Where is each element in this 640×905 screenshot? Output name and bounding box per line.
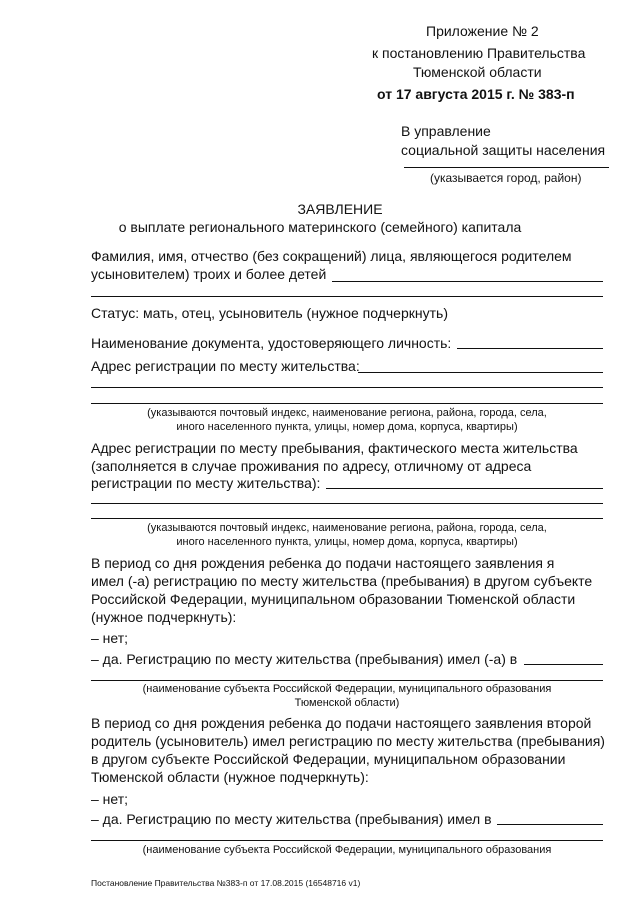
period2-hint-1: (наименование субъекта Российской Федерации, муниципального образования xyxy=(142,844,552,856)
resolution-label: к постановлению Правительства xyxy=(372,45,586,61)
stay-address-hint-2: иного населенного пункта, улицы, номер дома, корпуса, квартиры) xyxy=(176,536,518,548)
period1-subject-field-2[interactable] xyxy=(91,680,603,681)
fio-label-line2: усыновителем) троих и более детей xyxy=(91,266,327,282)
period1-option-no[interactable]: – нет; xyxy=(91,630,129,646)
reg-address-field[interactable] xyxy=(358,372,603,373)
footer-note: Постановление Правительства №383-п от 17.08.2015 (16548716 v1) xyxy=(91,878,361,888)
reg-address-label: Адрес регистрации по месту жительства: xyxy=(91,358,360,374)
stay-address-field-3[interactable] xyxy=(91,518,603,519)
reg-address-field-2[interactable] xyxy=(91,387,603,388)
document-field[interactable] xyxy=(457,348,603,349)
reg-address-field-3[interactable] xyxy=(91,403,603,404)
fio-field[interactable] xyxy=(332,281,603,282)
period2-subject-field[interactable] xyxy=(497,824,603,825)
date-number: от 17 августа 2015 г. № 383-п xyxy=(377,86,575,102)
addressee-hint: (указывается город, район) xyxy=(430,171,582,185)
period1-option-yes[interactable]: – да. Регистрацию по месту жительства (пребывания) имел (-а) в xyxy=(91,651,518,667)
document-label: Наименование документа, удостоверяющего личность: xyxy=(91,335,452,351)
period1-hint-2: Тюменской области) xyxy=(294,697,400,709)
stay-label-line1: Адрес регистрации по месту пребывания, фактического места жительства xyxy=(91,440,578,456)
reg-address-hint-2: иного населенного пункта, улицы, номер дома, корпуса, квартиры) xyxy=(176,421,518,433)
period1-line4: (нужное подчеркнуть): xyxy=(91,609,237,625)
period2-line2: родитель (усыновитель) имел регистрацию по месту жительства (пребывания) xyxy=(91,733,605,749)
fio-field-continued[interactable] xyxy=(91,296,603,297)
period1-line3: Российской Федерации, муниципальном образовании Тюменской области xyxy=(91,591,576,607)
period2-option-no[interactable]: – нет; xyxy=(91,791,129,807)
reg-address-hint-1: (указываются почтовый индекс, наименование региона, района, города, села, xyxy=(147,407,547,419)
period2-option-yes[interactable]: – да. Регистрацию по месту жительства (пребывания) имел в xyxy=(91,811,492,827)
period2-line1: В период со дня рождения ребенка до подачи настоящего заявления второй xyxy=(91,715,592,731)
stay-label-line3: регистрации по месту жительства): xyxy=(91,475,321,491)
stay-address-field[interactable] xyxy=(326,488,603,489)
period1-hint-1: (наименование субъекта Российской Федерации, муниципального образования xyxy=(142,683,552,695)
period2-subject-field-2[interactable] xyxy=(91,840,603,841)
period1-line2: имел (-а) регистрацию по месту жительства (пребывания) в другом субъекте xyxy=(91,573,593,589)
form-title: ЗАЯВЛЕНИЕ xyxy=(297,201,383,217)
region-label: Тюменской области xyxy=(413,64,542,80)
appendix-label: Приложение № 2 xyxy=(426,23,539,39)
addressee-line1: В управление xyxy=(401,123,491,139)
period2-line3: в другом субъекте Российской Федерации, муниципальном образовании xyxy=(91,751,566,767)
status-label: Статус: мать, отец, усыновитель (нужное подчеркнуть) xyxy=(91,305,448,321)
form-subtitle: о выплате регионального материнского (семейного) капитала xyxy=(118,219,522,235)
fio-label-line1: Фамилия, имя, отчество (без сокращений) лица, являющегося родителем xyxy=(91,248,572,264)
stay-label-line2: (заполняется в случае проживания по адресу, отличному от адреса xyxy=(91,458,532,474)
period2-line4: Тюменской области (нужное подчеркнуть): xyxy=(91,769,369,785)
addressee-field-line[interactable] xyxy=(404,167,609,168)
period1-subject-field[interactable] xyxy=(524,664,603,665)
addressee-line2: социальной защиты населения xyxy=(401,142,606,158)
stay-address-hint-1: (указываются почтовый индекс, наименование региона, района, города, села, xyxy=(147,522,547,534)
period1-line1: В период со дня рождения ребенка до подачи настоящего заявления я xyxy=(91,555,555,571)
stay-address-field-2[interactable] xyxy=(91,503,603,504)
